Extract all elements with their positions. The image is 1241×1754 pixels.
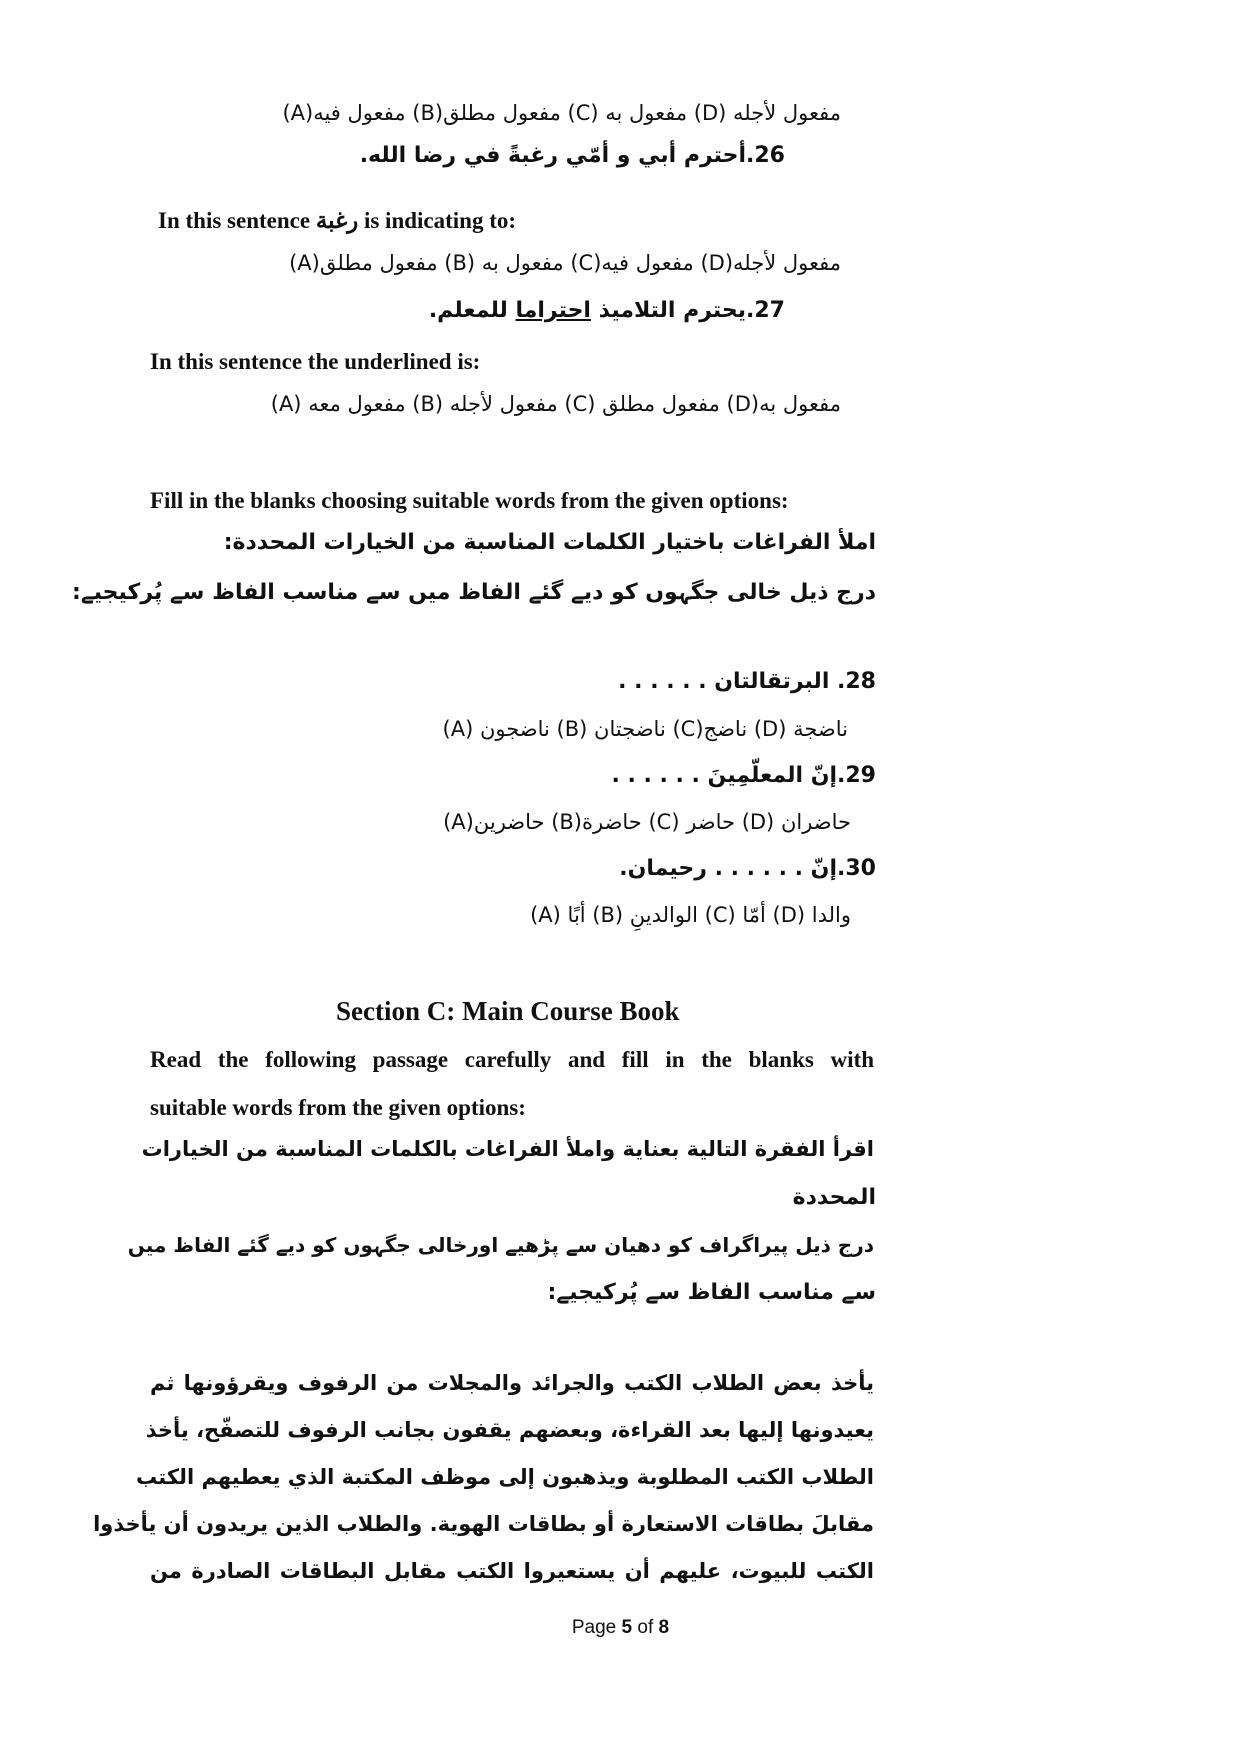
passage-line-2: يعيدونها إليها بعد القراءة، وبعضهم يقفون بجانب الرفوف للتصفّح، يأخذ — [145, 1418, 874, 1442]
q30-question: 30.إنّ . . . . . . رحيمان. — [619, 856, 876, 881]
q28-question: 28. البرتقالتان . . . . . . — [618, 669, 876, 694]
passage-line-4: مقابلَ بطاقات الاستعارة أو بطاقات الهوية. والطلاب الذين يريدون أن يأخذوا — [93, 1512, 874, 1536]
q29-question: 29.إنّ المعلّمِينَ . . . . . . — [611, 763, 876, 788]
page-label: Page — [571, 1617, 617, 1638]
section-c-instruction-en-line1: Read the following passage carefully and fill in the blanks with — [150, 1047, 874, 1072]
q29-options: (A)حاضرين (B)حاضرة (C) حاضر (D) حاضران — [443, 810, 851, 834]
q27-question — [429, 298, 785, 324]
section-c-title: Section C: Main Course Book — [336, 996, 680, 1026]
q27-question-end: للمعلم. — [428, 298, 516, 323]
section-c-instruction-en-line2: suitable words from the given options: — [150, 1095, 526, 1120]
q27-underlined-word: احتراما — [515, 298, 591, 323]
q28-options: (A) ناضجون (B) ناضجتان (C)ناضج (D) ناضجة — [442, 717, 848, 741]
passage-line-3: الطلاب الكتب المطلوبة ويذهبون إلى موظف المكتبة الذي يعطيهم الكتب — [136, 1465, 874, 1489]
page-footer — [0, 1617, 1241, 1640]
q25-options: (A)مفعول فيه (B)مفعول مطلق (C) مفعول به (D) مفعول لأجله — [282, 101, 841, 125]
section-c-instruction-ar-line1: اقرأ الفقرة التالية بعناية واملأ الفراغات بالكلمات المناسبة من الخيارات — [141, 1137, 874, 1161]
fill-blanks-heading-en: Fill in the blanks choosing suitable words from the given options: — [150, 488, 789, 513]
q30-options: (A) أبًا (B) الوالدينِ (C) أمّا (D) والدا — [530, 903, 851, 927]
q26-question: 26.أحترم أبي و أمّي رغبةً في رضا الله. — [359, 143, 785, 168]
page-number: 5 — [621, 1617, 633, 1638]
passage-line-5: الكتب للبيوت، عليهم أن يستعيروا الكتب مقابل البطاقات الصادرة من — [150, 1559, 874, 1583]
section-c-instruction-ar-line2: المحددة — [792, 1185, 876, 1210]
q26-options: (A)مفعول مطلق (B) مفعول به (C)مفعول فيه (D)مفعول لأجله — [289, 251, 841, 275]
fill-blanks-heading-ur: درج ذیل خالی جگہوں کو دیے گئے الفاظ میں سے مناسب الفاظ سے پُرکیجیے: — [72, 580, 876, 605]
of-label: of — [637, 1617, 654, 1638]
q27-instruction: In this sentence the underlined is: — [150, 349, 481, 374]
section-c-instruction-ur-line2: سے مناسب الفاظ سے پُرکیجیے: — [547, 1280, 876, 1305]
q27-options: (A) مفعول معه (B) مفعول لأجله (C) مفعول مطلق (D)مفعول به — [270, 392, 841, 416]
fill-blanks-heading-ar: املأ الفراغات باختيار الكلمات المناسبة من الخيارات المحددة: — [223, 530, 876, 555]
passage-line-1: يأخذ بعض الطلاب الكتب والجرائد والمجلات من الرفوف ويقرؤونها ثم — [150, 1371, 874, 1395]
total-pages: 8 — [658, 1617, 670, 1638]
section-c-instruction-ur-line1: درج ذیل پیراگراف کو دھیان سے پڑھیے اورخالی جگہوں کو دیے گئے الفاظ میں — [127, 1233, 874, 1257]
q26-instruction: In this sentence رغبة is indicating to: — [158, 208, 517, 233]
q27-question-start: 27.يحترم التلاميذ — [590, 298, 785, 323]
